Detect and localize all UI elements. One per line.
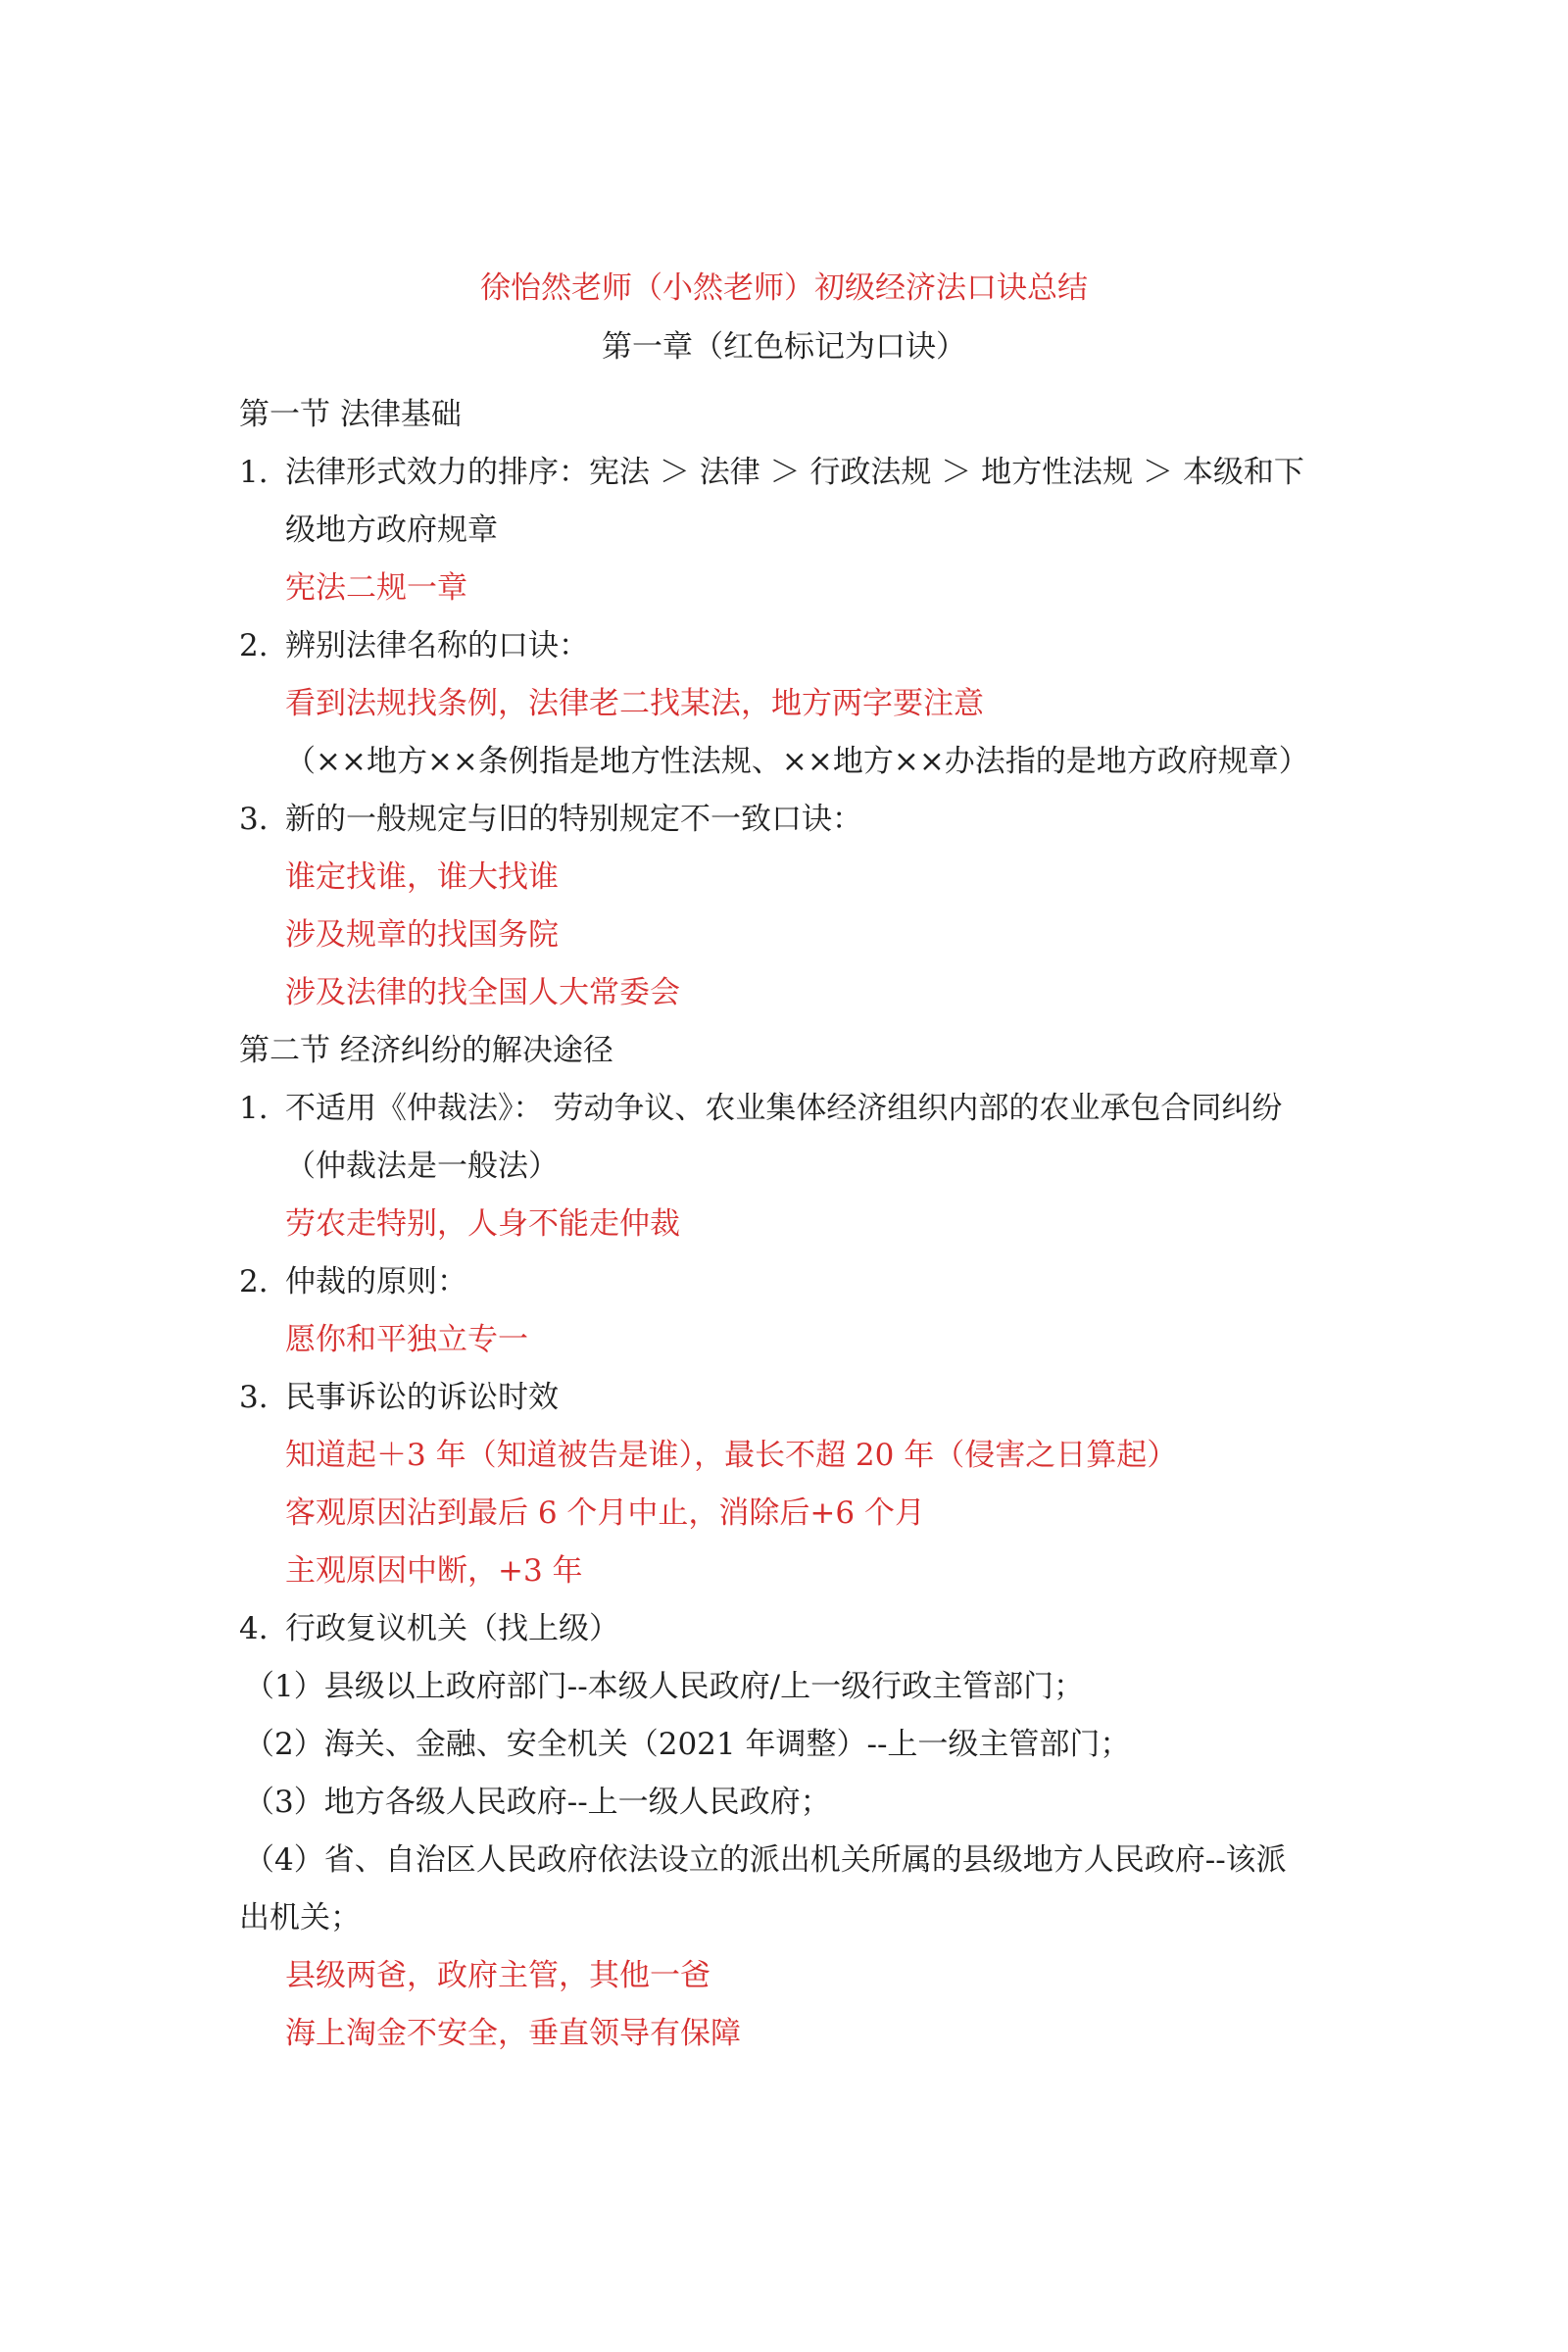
numbered-item-text: 行政复议机关（找上级） [285,1611,619,1646]
mnemonic-line [0,1543,1568,1600]
sub-item-text: （4）省、自治区人民政府依法设立的派出机关所属的县级地方人民政府--该派 [244,1842,1287,1878]
sub-item [0,1658,1568,1716]
mnemonic-line [0,906,1568,964]
sub-item [0,1716,1568,1774]
item-number: 1. [239,1091,269,1126]
mnemonic-line [0,1485,1568,1543]
sub-item-text: （3）地方各级人民政府--上一级人民政府； [244,1785,831,1820]
item-number: 3. [239,802,269,837]
continuation-line [0,1138,1568,1196]
continuation-line-text: 级地方政府规章 [285,513,498,548]
section-heading [0,1022,1568,1080]
mnemonic-line [0,1947,1568,2005]
mnemonic-line [0,1196,1568,1253]
numbered-item [0,791,1568,849]
mnemonic-line [0,560,1568,617]
section-heading-text: 出机关； [239,1900,361,1936]
numbered-item [0,1080,1568,1138]
numbered-item [0,1600,1568,1658]
mnemonic-line-text: 主观原因中断，+3 年 [285,1553,583,1589]
mnemonic-line [0,2005,1568,2063]
mnemonic-line-text: 客观原因沾到最后 6 个月中止，消除后+6 个月 [285,1495,925,1531]
page-bottom-margin [0,2078,1568,2352]
numbered-item [0,444,1568,502]
document-body [0,386,1568,2063]
sub-item-text: （2）海关、金融、安全机关（2021 年调整）--上一级主管部门； [244,1727,1131,1762]
numbered-item [0,617,1568,675]
sub-item-text: （1）县级以上政府部门--本级人民政府/上一级行政主管部门； [244,1669,1085,1704]
item-number: 3. [239,1380,269,1415]
numbered-item-text: 新的一般规定与旧的特别规定不一致口诀： [285,802,862,837]
mnemonic-line-text: 看到法规找条例，法律老二找某法，地方两字要注意 [285,686,984,721]
chapter-heading: 第一章（红色标记为口诀） [602,329,966,365]
mnemonic-line-text: 劳农走特别，人身不能走仲裁 [285,1206,680,1242]
mnemonic-line-text: 涉及法律的找全国人大常委会 [285,975,680,1010]
numbered-item-text: 法律形式效力的排序：宪法 ＞ 法律 ＞ 行政法规 ＞ 地方性法规 ＞ 本级和下 [285,455,1304,490]
item-number: 2. [239,628,269,663]
numbered-item [0,1253,1568,1311]
mnemonic-line-text: 涉及规章的找国务院 [285,917,559,953]
mnemonic-line [0,849,1568,906]
continuation-line [0,502,1568,560]
sub-item [0,1774,1568,1832]
continuation-line-text: （××地方××条例指是地方性法规、××地方××办法指的是地方政府规章） [285,744,1309,779]
section-heading [0,1889,1568,1947]
section-heading [0,386,1568,444]
numbered-item-text: 不适用《仲裁法》： 劳动争议、农业集体经济组织内部的农业承包合同纠纷 [285,1091,1283,1126]
document-title: 徐怡然老师（小然老师）初级经济法口诀总结 [480,270,1088,306]
numbered-item [0,1369,1568,1427]
continuation-line [0,733,1568,791]
mnemonic-line [0,1311,1568,1369]
mnemonic-line-text: 谁定找谁，谁大找谁 [285,859,559,895]
numbered-item-text: 民事诉讼的诉讼时效 [285,1380,559,1415]
numbered-item-text: 辨别法律名称的口诀： [285,628,589,663]
mnemonic-line-text: 愿你和平独立专一 [285,1322,528,1357]
mnemonic-line-text: 海上淘金不安全，垂直领导有保障 [285,2016,741,2051]
mnemonic-line-text: 县级两爸，政府主管，其他一爸 [285,1958,710,1993]
mnemonic-line-text: 宪法二规一章 [285,570,467,606]
numbered-item-text: 仲裁的原则： [285,1264,467,1299]
sub-item [0,1832,1568,1889]
mnemonic-line [0,675,1568,733]
continuation-line-text: （仲裁法是一般法） [285,1149,559,1184]
section-heading-text: 第二节 经济纠纷的解决途径 [239,1033,613,1068]
item-number: 1. [239,455,269,490]
item-number: 2. [239,1264,269,1299]
mnemonic-line [0,964,1568,1022]
item-number: 4. [239,1611,269,1646]
mnemonic-line [0,1427,1568,1485]
mnemonic-line-text: 知道起＋3 年（知道被告是谁），最长不超 20 年（侵害之日算起） [285,1438,1178,1473]
section-heading-text: 第一节 法律基础 [239,397,462,432]
